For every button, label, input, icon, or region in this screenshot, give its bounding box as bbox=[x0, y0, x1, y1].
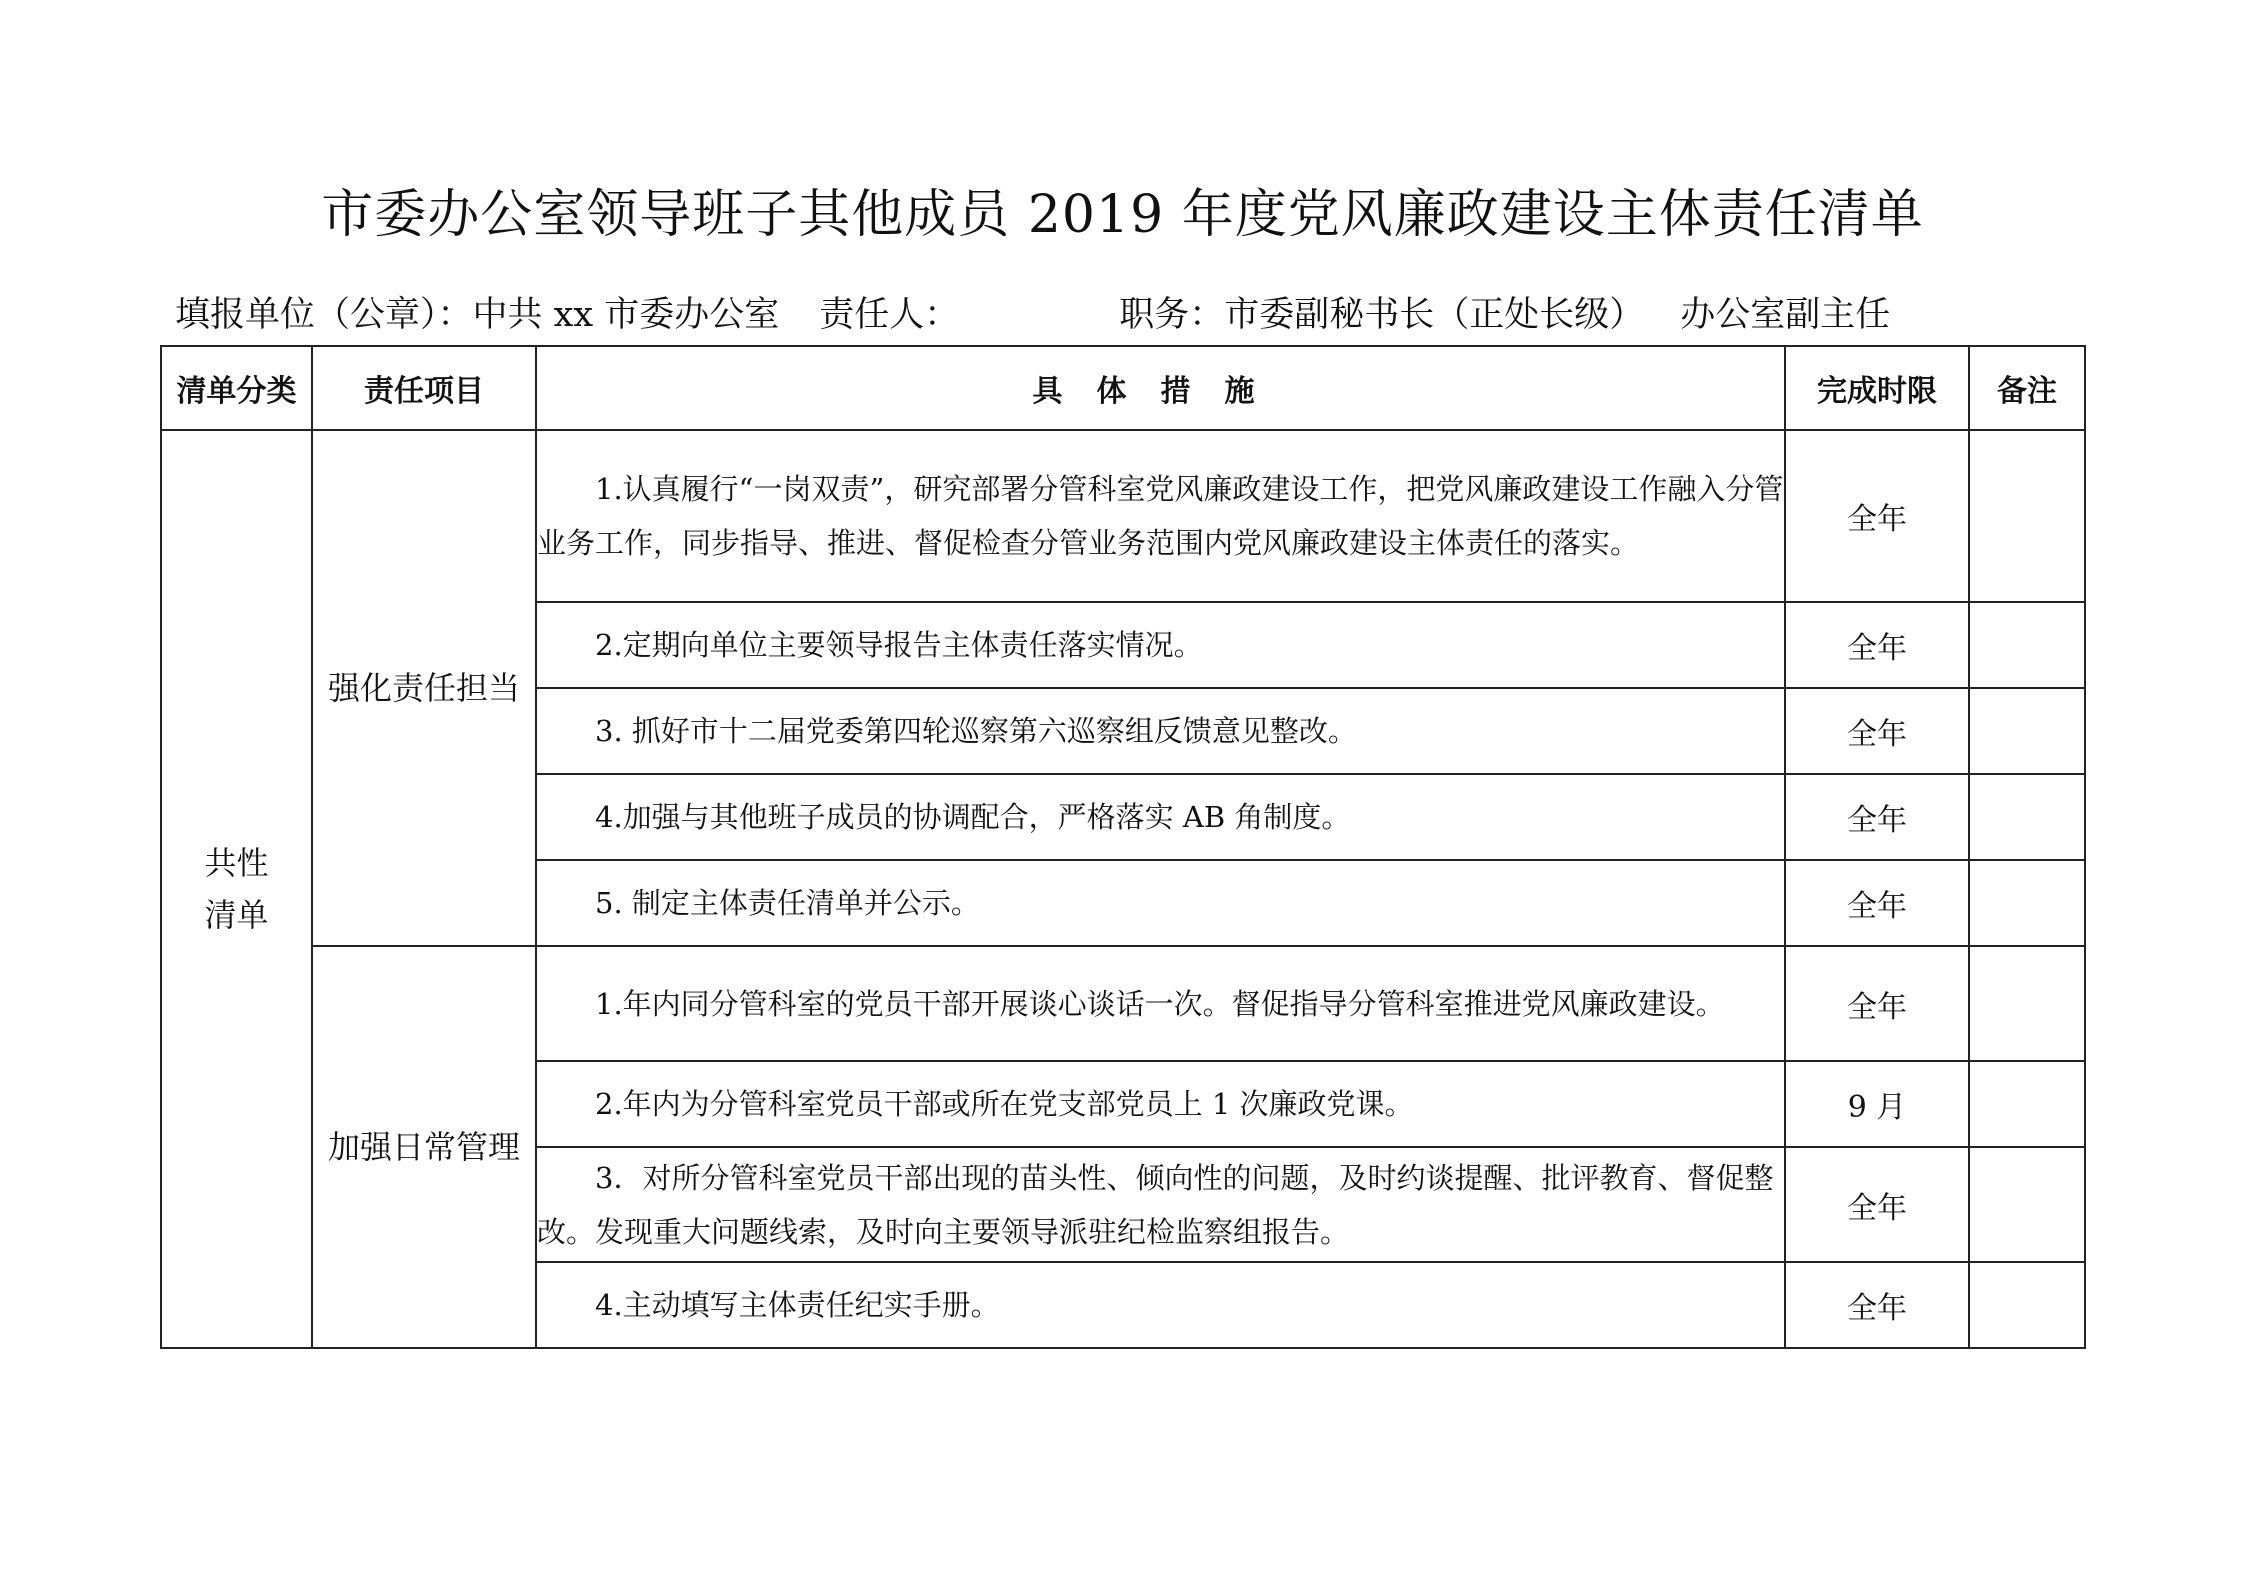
deadline-cell: 全年 bbox=[1785, 688, 1969, 774]
measure-cell: 4.主动填写主体责任纪实手册。 bbox=[536, 1262, 1785, 1348]
deadline-cell: 全年 bbox=[1785, 946, 1969, 1061]
measure-cell: 3．对所分管科室党员干部出现的苗头性、倾向性的问题，及时约谈提醒、批评教育、督促整改。发现重大问题线索，及时向主要领导派驻纪检监察组报告。 bbox=[536, 1147, 1785, 1262]
table-header-row bbox=[161, 346, 2085, 430]
document-info-line bbox=[175, 290, 2075, 340]
deadline-cell: 全年 bbox=[1785, 602, 1969, 688]
deadline-cell: 9 月 bbox=[1785, 1061, 1969, 1147]
category-cell bbox=[161, 430, 312, 1348]
measure-cell: 5. 制定主体责任清单并公示。 bbox=[536, 860, 1785, 946]
deadline-cell: 全年 bbox=[1785, 860, 1969, 946]
table-row bbox=[161, 430, 2085, 602]
measure-cell: 2.定期向单位主要领导报告主体责任落实情况。 bbox=[536, 602, 1785, 688]
person-label: 责任人： bbox=[819, 295, 960, 335]
header-item: 责任项目 bbox=[312, 346, 536, 430]
remark-cell bbox=[1969, 688, 2085, 774]
header-deadline: 完成时限 bbox=[1785, 346, 1969, 430]
position-label: 职务： bbox=[1119, 295, 1225, 335]
header-measure-label: 具体措施 bbox=[1032, 374, 1289, 409]
remark-cell bbox=[1969, 430, 2085, 602]
remark-cell bbox=[1969, 774, 2085, 860]
position-extra: 办公室副主任 bbox=[1680, 295, 1891, 335]
remark-cell bbox=[1969, 602, 2085, 688]
category-line-2: 清单 bbox=[204, 896, 269, 934]
header-category: 清单分类 bbox=[161, 346, 312, 430]
measure-cell: 1.认真履行“一岗双责”，研究部署分管科室党风廉政建设工作，把党风廉政建设工作融入分管业务工作，同步指导、推进、督促检查分管业务范围内党风廉政建设主体责任的落实。 bbox=[536, 430, 1785, 602]
item-cell: 加强日常管理 bbox=[312, 946, 536, 1348]
deadline-cell: 全年 bbox=[1785, 430, 1969, 602]
remark-cell bbox=[1969, 946, 2085, 1061]
measure-cell: 4.加强与其他班子成员的协调配合，严格落实 AB 角制度。 bbox=[536, 774, 1785, 860]
remark-cell bbox=[1969, 1147, 2085, 1262]
remark-cell bbox=[1969, 1061, 2085, 1147]
measure-cell: 2.年内为分管科室党员干部或所在党支部党员上 1 次廉政党课。 bbox=[536, 1061, 1785, 1147]
header-remark: 备注 bbox=[1969, 346, 2085, 430]
header-measure bbox=[536, 346, 1785, 430]
responsibility-table bbox=[160, 345, 2086, 1349]
measure-cell: 1.年内同分管科室的党员干部开展谈心谈话一次。督促指导分管科室推进党风廉政建设。 bbox=[536, 946, 1785, 1061]
measure-cell: 3. 抓好市十二届党委第四轮巡察第六巡察组反馈意见整改。 bbox=[536, 688, 1785, 774]
unit-value: 中共 xx 市委办公室 bbox=[472, 295, 780, 335]
unit-label: 填报单位（公章）： bbox=[175, 295, 473, 335]
deadline-cell: 全年 bbox=[1785, 1147, 1969, 1262]
table-row bbox=[161, 946, 2085, 1061]
document-title: 市委办公室领导班子其他成员 2019 年度党风廉政建设主体责任清单 bbox=[321, 185, 1924, 245]
item-cell: 强化责任担当 bbox=[312, 430, 536, 946]
remark-cell bbox=[1969, 860, 2085, 946]
remark-cell bbox=[1969, 1262, 2085, 1348]
position-value: 市委副秘书长（正处长级） bbox=[1224, 295, 1645, 335]
category-line-1: 共性 bbox=[204, 844, 269, 882]
deadline-cell: 全年 bbox=[1785, 1262, 1969, 1348]
deadline-cell: 全年 bbox=[1785, 774, 1969, 860]
